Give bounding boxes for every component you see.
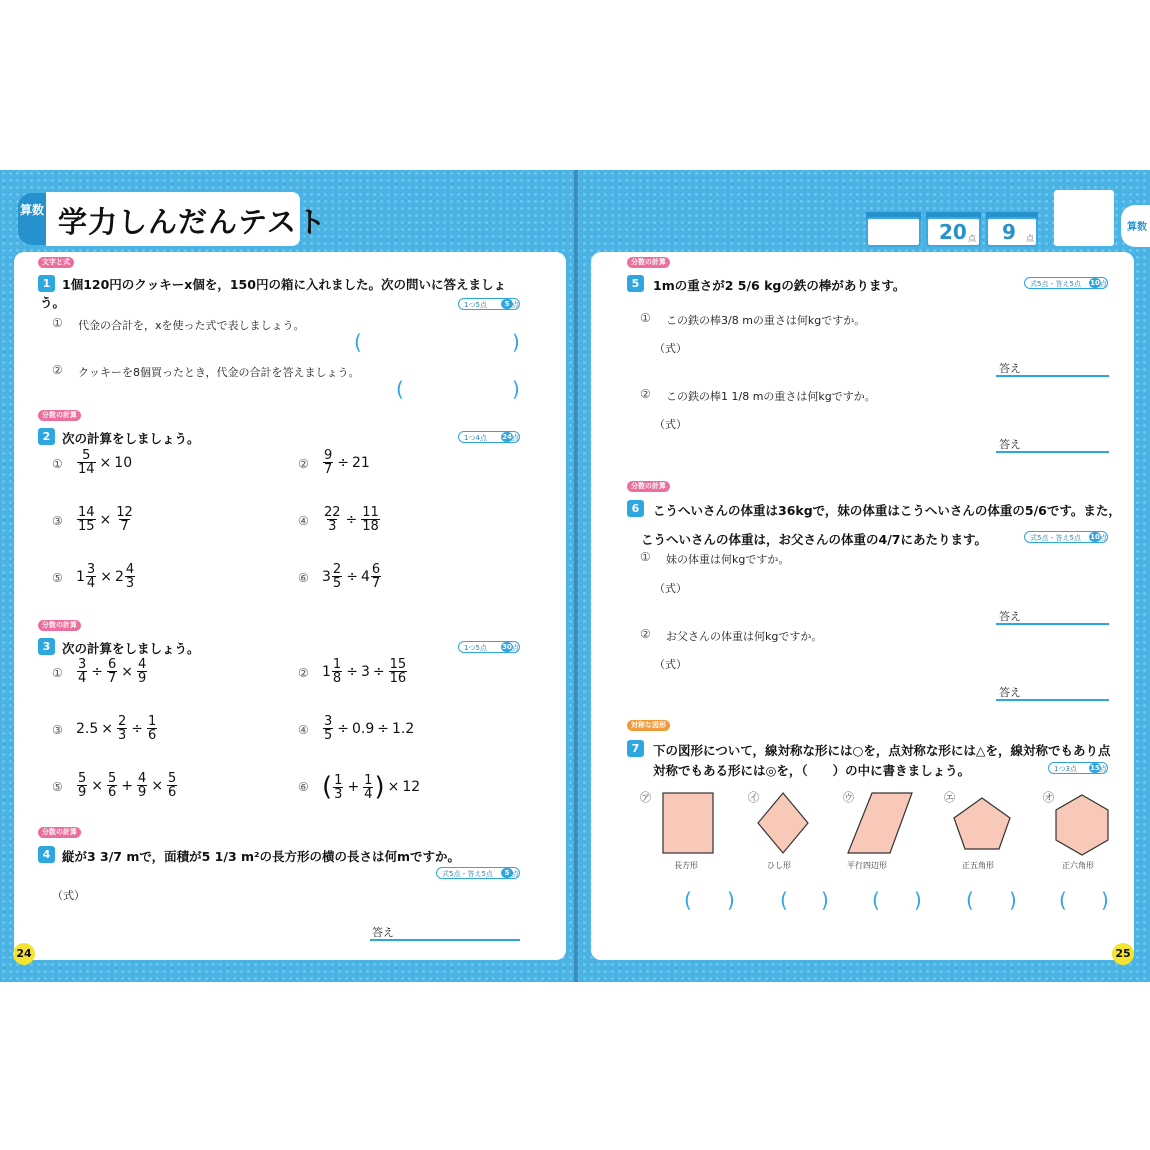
rectangle-shape — [663, 793, 713, 853]
q7-number: 7 — [627, 740, 644, 757]
q3-tag: 分数の計算 — [38, 620, 81, 631]
q7-d-answer-open[interactable]: ( — [966, 888, 974, 912]
rhombus-shape — [758, 793, 808, 853]
q3-6-marker: ⑥ — [298, 780, 309, 794]
q7-c-answer-open[interactable]: ( — [872, 888, 880, 912]
q6-answer2-line[interactable] — [996, 699, 1109, 701]
page-title: 学力しんだんテスト — [58, 205, 327, 239]
q1-sub2-marker: ② — [52, 363, 63, 377]
score-box-date — [866, 217, 921, 247]
q4-points: 式5点・答え5点 5 点 — [436, 867, 520, 879]
q2-2-marker: ② — [298, 457, 309, 471]
q2-number: 2 — [38, 428, 55, 445]
q1-sub1: 代金の合計を，xを使った式で表しましょう。 — [78, 319, 305, 332]
page-number-left: 24 — [13, 943, 35, 965]
q2-6-expr: 3 $\frac{2}{5}$ ÷ 4 $\frac{6}{7}$ — [322, 562, 381, 591]
book-gutter — [574, 170, 578, 982]
q6-sub2-marker: ② — [640, 627, 651, 641]
q2-2-expr: $\frac{9}{7}$ ÷ 21 — [324, 448, 370, 477]
q1-text-2: う。 — [40, 295, 66, 310]
q3-2-expr: 1 $\frac{1}{8}$ ÷ 3 ÷ $\frac{15}{16}$ — [322, 657, 407, 686]
q6-text-1: こうへいさんの体重は36kgで，妹の体重はこうへいさんの体重の5/6です。また， — [653, 503, 1121, 518]
q3-text: 次の計算をしましょう。 — [62, 641, 200, 656]
q6-sub1-marker: ① — [640, 550, 651, 564]
q7-c-answer-close: ) — [914, 888, 922, 912]
side-tab-label: 算数 — [1127, 222, 1147, 233]
q1-sub2: クッキーを8個買ったとき，代金の合計を答えましょう。 — [78, 366, 360, 379]
reading-score: 9 — [1002, 220, 1016, 244]
q7-b-answer-close: ) — [821, 888, 829, 912]
q6-answer1-label: 答え — [999, 610, 1021, 623]
q3-number: 3 — [38, 638, 55, 655]
shape-label-parallelogram: 平行四辺形 — [847, 861, 887, 870]
hexagon-shape — [1056, 795, 1108, 855]
shape-label-pentagon: 正五角形 — [962, 861, 994, 870]
q6-tag: 分数の計算 — [627, 481, 670, 492]
q7-points: 1つ3点 15 点 — [1048, 762, 1108, 774]
q3-1-marker: ① — [52, 666, 63, 680]
q2-5-expr: 1 $\frac{3}{4}$ × 2 $\frac{4}{3}$ — [76, 562, 135, 591]
q3-3-marker: ③ — [52, 723, 63, 737]
q5-tag: 分数の計算 — [627, 257, 670, 268]
q2-4-marker: ④ — [298, 514, 309, 528]
q2-text: 次の計算をしましょう。 — [62, 431, 200, 446]
q7-a-answer-close: ) — [727, 888, 735, 912]
q6-sub2: お父さんの体重は何kgですか。 — [666, 630, 823, 643]
parallelogram-shape — [848, 793, 912, 853]
q2-tag: 分数の計算 — [38, 410, 81, 421]
q3-points: 1つ5点 30 点 — [458, 641, 520, 653]
q2-4-expr: $\frac{22}{3}$ ÷ $\frac{11}{18}$ — [324, 505, 379, 534]
q1-sub1-marker: ① — [52, 316, 63, 330]
shape-key-a: ㋐ — [640, 791, 651, 804]
q2-3-marker: ③ — [52, 514, 63, 528]
q7-e-answer-open[interactable]: ( — [1059, 888, 1067, 912]
q2-points: 1つ4点 24 点 — [458, 431, 520, 443]
q1-answer2-close: ) — [512, 377, 520, 401]
q5-number: 5 — [627, 275, 644, 292]
q4-answer-line[interactable] — [370, 939, 520, 941]
q6-answer1-line[interactable] — [996, 623, 1109, 625]
q1-answer2-open: ( — [396, 377, 404, 401]
q4-shiki: （式） — [52, 889, 85, 902]
q2-5-marker: ⑤ — [52, 571, 63, 585]
q1-tag: 文字と式 — [38, 257, 74, 268]
q5-answer1-label: 答え — [999, 362, 1021, 375]
q7-a-answer-open[interactable]: ( — [684, 888, 692, 912]
q5-sub1: この鉄の棒3/8 mの重さは何kgですか。 — [666, 314, 866, 327]
q3-5-expr: $\frac{5}{9}$ × $\frac{5}{6}$ + $\frac{4}{9}$ × $\frac{5}{6}$ — [78, 771, 177, 800]
q5-text: 1mの重さが2 5/6 kgの鉄の棒があります。 — [653, 278, 906, 293]
q3-1-expr: $\frac{3}{4}$ ÷ $\frac{6}{7}$ × $\frac{4}{9}$ — [78, 657, 147, 686]
shape-label-rectangle: 長方形 — [674, 861, 698, 870]
q2-1-marker: ① — [52, 457, 63, 471]
q1-number: 1 — [38, 275, 55, 292]
shape-key-d: ㋓ — [944, 791, 955, 804]
shape-label-hexagon: 正六角形 — [1062, 861, 1094, 870]
q4-text: 縦が3 3/7 mで，面積が5 1/3 m²の長方形の横の長さは何mですか。 — [62, 849, 461, 864]
q2-6-marker: ⑥ — [298, 571, 309, 585]
q2-3-expr: $\frac{14}{15}$ × $\frac{12}{7}$ — [78, 505, 133, 534]
q4-answer-label: 答え — [372, 926, 394, 939]
q3-5-marker: ⑤ — [52, 780, 63, 794]
q6-sub1: 妹の体重は何kgですか。 — [666, 553, 790, 566]
q5-sub1-marker: ① — [640, 311, 651, 325]
q6-shiki1: （式） — [654, 582, 687, 595]
q7-text-1: 下の図形について，線対称な形には○を，点対称な形には△を，線対称でもあり点 — [653, 743, 1111, 758]
pass-unit: 点 — [968, 234, 976, 243]
q3-4-marker: ④ — [298, 723, 309, 737]
q4-number: 4 — [38, 846, 55, 863]
q7-text-2: 対称でもある形には◎を，（ ）の中に書きましょう。 — [653, 763, 971, 778]
q7-b-answer-open[interactable]: ( — [780, 888, 788, 912]
q6-points: 式5点・答え5点 10 点 — [1024, 531, 1108, 543]
shapes-figure — [590, 785, 1135, 865]
q1-text-1: 1個120円のクッキーx個を，150円の箱に入れました。次の問いに答えましょ — [62, 277, 506, 292]
q5-shiki2: （式） — [654, 418, 687, 431]
q5-shiki1: （式） — [654, 342, 687, 355]
q7-d-answer-close: ) — [1009, 888, 1017, 912]
q5-answer2-label: 答え — [999, 438, 1021, 451]
q5-answer1-line[interactable] — [996, 375, 1109, 377]
q5-answer2-line[interactable] — [996, 451, 1109, 453]
q6-answer2-label: 答え — [999, 686, 1021, 699]
q3-4-expr: $\frac{3}{5}$ ÷ 0.9 ÷ 1.2 — [324, 714, 415, 743]
pentagon-shape — [954, 798, 1010, 849]
q3-6-expr: ( $\frac{1}{3}$ + $\frac{1}{4}$ ) × 12 — [322, 772, 421, 802]
reading-unit: 点 — [1026, 234, 1034, 243]
shape-key-e: ㋔ — [1043, 791, 1054, 804]
q7-tag: 対称な図形 — [627, 720, 670, 731]
q5-points: 式5点・答え5点 10 点 — [1024, 277, 1108, 289]
q4-tag: 分数の計算 — [38, 827, 81, 838]
q6-text-2: こうへいさんの体重は，お父さんの体重の4/7にあたります。 — [641, 532, 987, 547]
q3-3-expr: 2.5 × $\frac{2}{3}$ ÷ $\frac{1}{6}$ — [76, 714, 157, 743]
q5-sub2: この鉄の棒1 1/8 mの重さは何kgですか。 — [666, 390, 876, 403]
q6-shiki2: （式） — [654, 658, 687, 671]
q6-number: 6 — [627, 500, 644, 517]
q2-1-expr: $\frac{5}{14}$ × 10 — [78, 448, 133, 477]
q7-e-answer-close: ) — [1101, 888, 1109, 912]
pass-score: 20 — [939, 220, 967, 244]
subject-tab: 算数 — [18, 193, 46, 245]
shape-key-b: ㋑ — [748, 791, 759, 804]
page-number-right: 25 — [1112, 943, 1134, 965]
q1-answer-open: ( — [354, 330, 362, 354]
q1-points: 1つ5点 5 点 — [458, 298, 520, 310]
name-box[interactable] — [1054, 190, 1114, 246]
shape-key-c: ㋒ — [843, 791, 854, 804]
q5-sub2-marker: ② — [640, 387, 651, 401]
q1-answer-close: ) — [512, 330, 520, 354]
shape-label-rhombus: ひし形 — [767, 861, 791, 870]
q3-2-marker: ② — [298, 666, 309, 680]
